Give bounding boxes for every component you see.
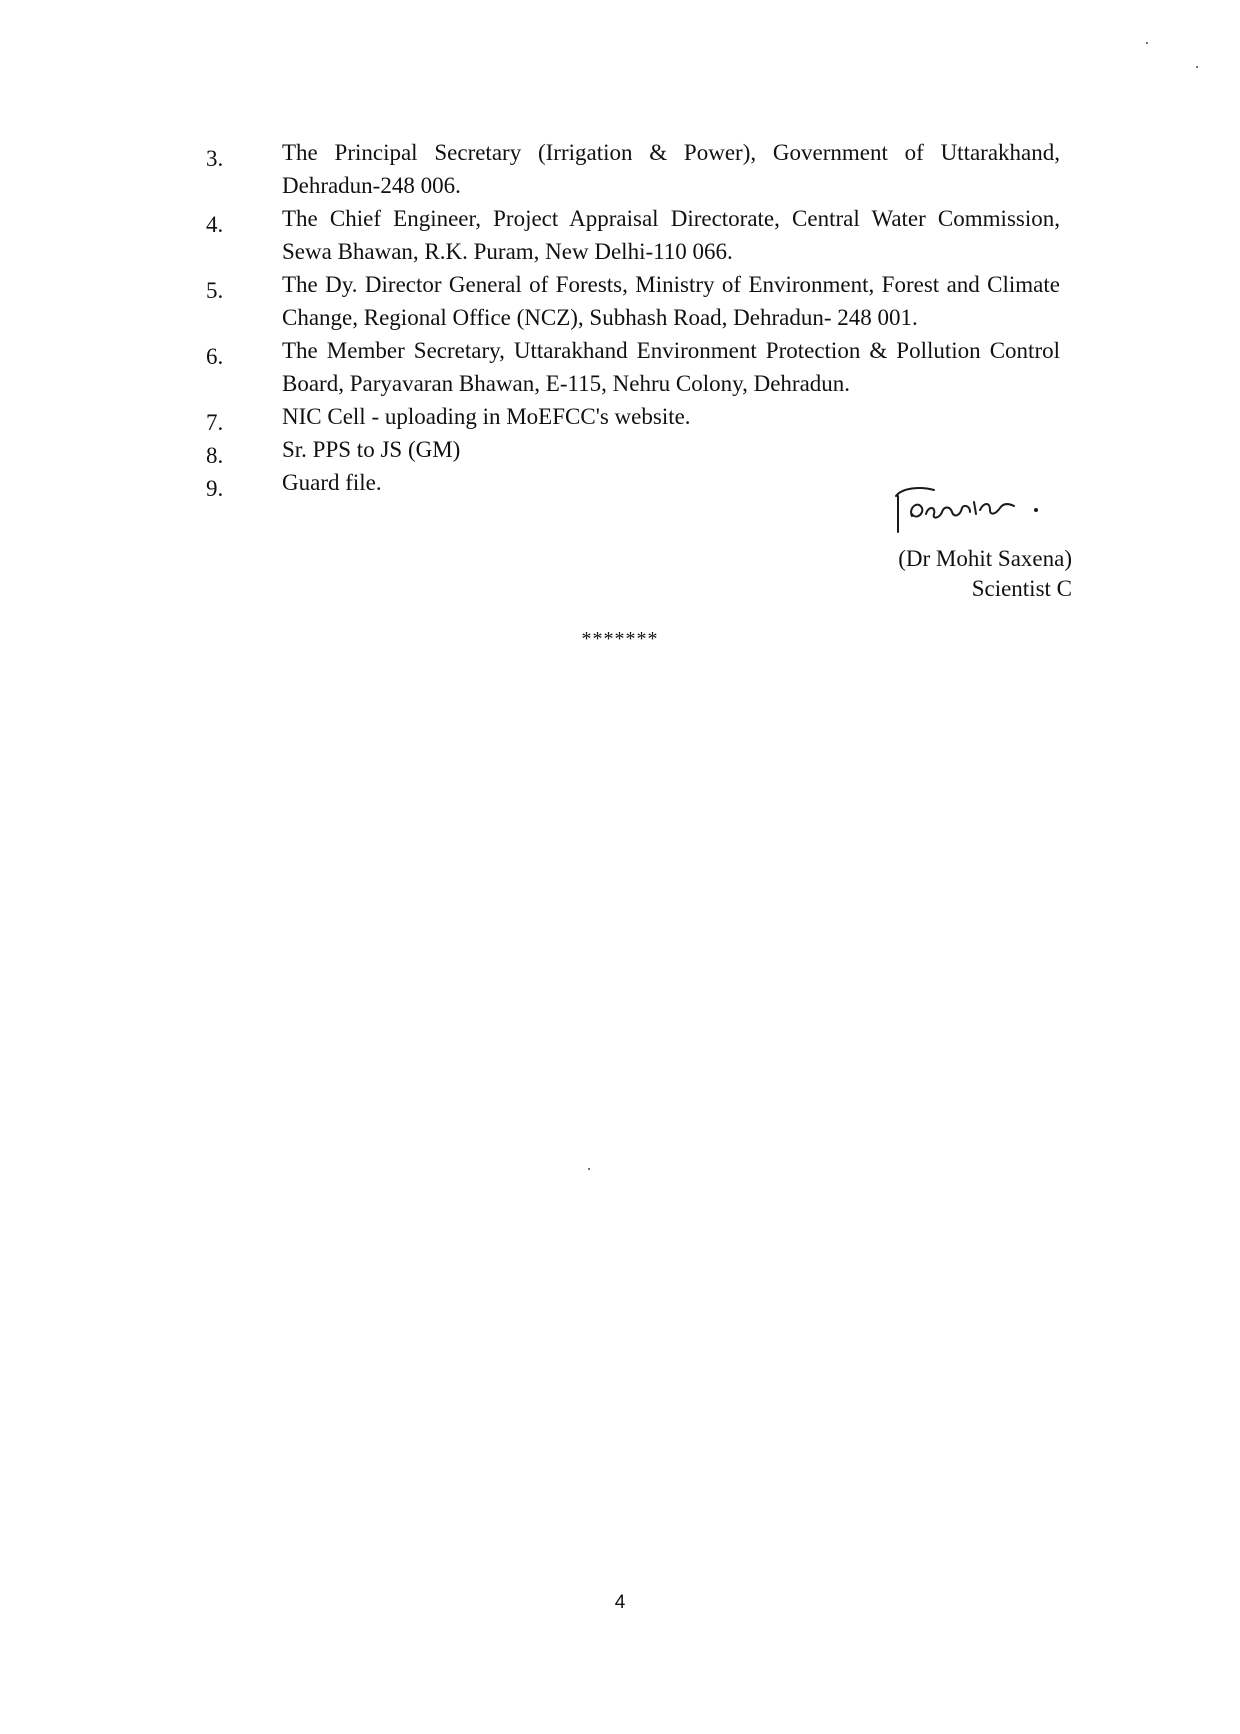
item-text: The Chief Engineer, Project Appraisal Directorate, Central Water Commission, Sewa Bhawan, R.K. Puram, New Delhi-110 066. — [282, 206, 1060, 264]
item-number: 6. — [206, 344, 224, 369]
list-item — [206, 334, 1060, 400]
handwritten-signature — [890, 478, 1050, 538]
item-text: Sr. PPS to JS (GM) — [282, 437, 461, 462]
item-text: NIC Cell - uploading in MoEFCC's website. — [282, 404, 691, 429]
scan-speck — [1196, 66, 1198, 68]
item-text: Guard file. — [282, 470, 382, 495]
list-item — [206, 400, 1060, 433]
item-text: The Dy. Director General of Forests, Ministry of Environment, Forest and Climate Change, Regional Office (NCZ), Subhash Road, Dehradun- 248 001. — [282, 272, 1060, 330]
scan-speck — [588, 1168, 590, 1170]
item-number: 9. — [206, 476, 224, 501]
item-number: 4. — [206, 212, 224, 237]
list-item — [206, 433, 1060, 466]
distribution-list — [206, 136, 1060, 499]
scan-speck — [1146, 42, 1148, 44]
list-item — [206, 136, 1060, 202]
item-number: 7. — [206, 410, 224, 435]
list-item — [206, 202, 1060, 268]
item-text: The Principal Secretary (Irrigation & Power), Government of Uttarakhand, Dehradun-248 006. — [282, 140, 1060, 198]
item-number: 8. — [206, 443, 224, 468]
item-number: 5. — [206, 278, 224, 303]
signatory-name: (Dr Mohit Saxena) — [898, 546, 1072, 571]
item-text: The Member Secretary, Uttarakhand Environment Protection & Pollution Control Board, Paryavaran Bhawan, E-115, Nehru Colony, Dehradun. — [282, 338, 1060, 396]
signatory-designation: Scientist C — [971, 576, 1072, 601]
end-of-document-marker: ******* — [581, 628, 659, 650]
page-number: 4 — [614, 1592, 626, 1613]
list-item — [206, 268, 1060, 334]
item-number: 3. — [206, 146, 224, 171]
